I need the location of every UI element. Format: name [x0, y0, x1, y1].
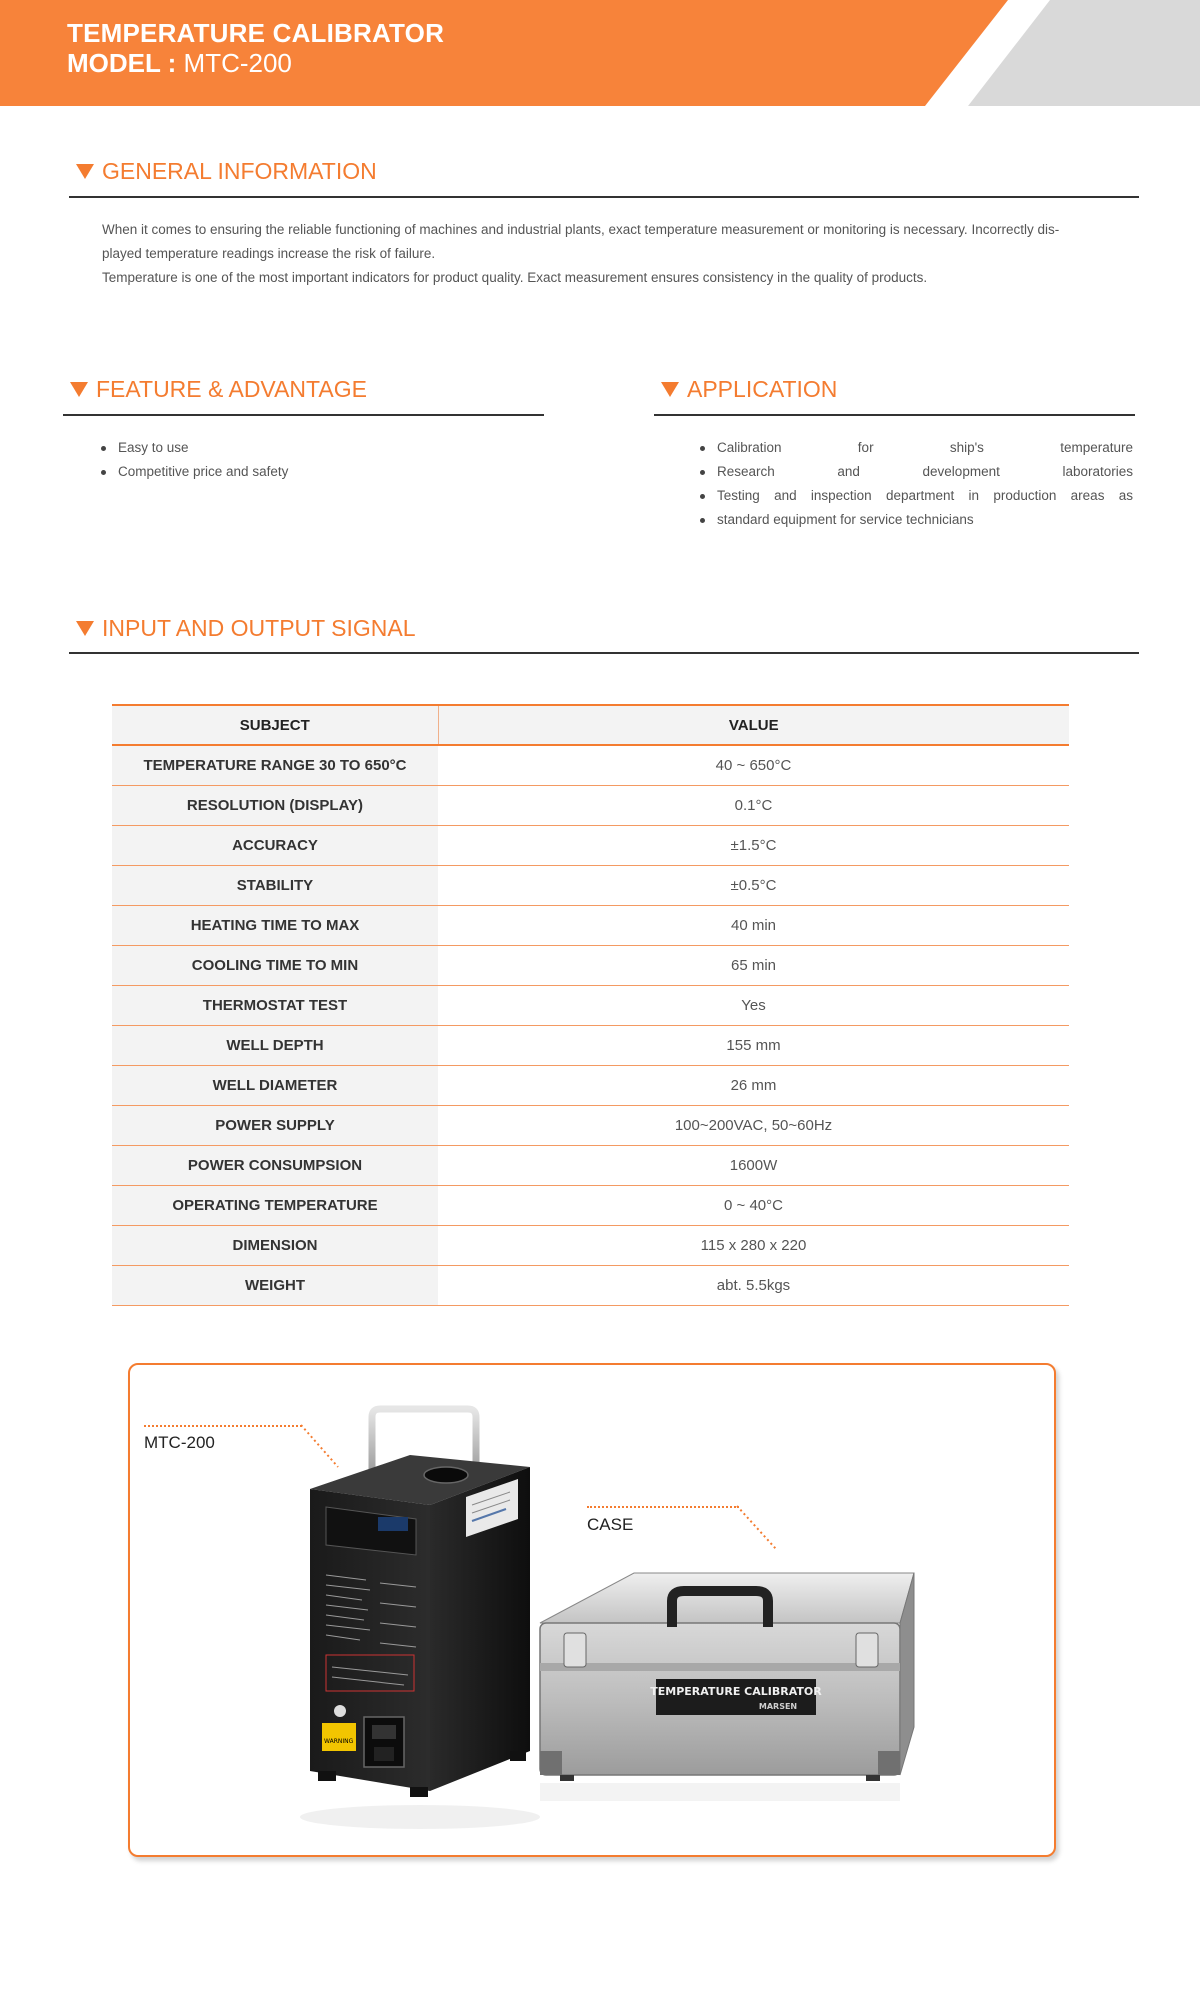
table-row [112, 865, 1069, 905]
triangle-down-icon [76, 164, 94, 179]
feature-list [99, 436, 479, 484]
row-subject: DIMENSION [112, 1225, 438, 1265]
row-value: ±0.5°C [438, 865, 1069, 905]
application-heading-text: APPLICATION [687, 375, 838, 402]
row-subject: TEMPERATURE RANGE 30 TO 650°C [112, 745, 438, 785]
spec-table [112, 704, 1069, 1306]
application-list [698, 436, 1133, 532]
model-value: MTC-200 [183, 48, 292, 78]
table-row [112, 1025, 1069, 1065]
carry-case-image [516, 1545, 1026, 1805]
row-value: 100~200VAC, 50~60Hz [438, 1105, 1069, 1145]
model-line [67, 48, 292, 78]
general-line: Temperature is one of the most important indicators for product quality. Exact measurement ensures consistency in the quality of products. [102, 270, 928, 285]
page-title: TEMPERATURE CALIBRATOR [67, 18, 445, 48]
table-row [112, 825, 1069, 865]
case-label-title: TEMPERATURE CALIBRATOR [650, 1685, 822, 1698]
row-value: 65 min [438, 945, 1069, 985]
triangle-down-icon [70, 382, 88, 397]
list-item: Easy to use [99, 436, 479, 460]
leader-line [587, 1506, 739, 1508]
general-heading-text: GENERAL INFORMATION [102, 157, 377, 184]
row-value: 26 mm [438, 1065, 1069, 1105]
list-item: Competitive price and safety [99, 460, 479, 484]
signal-heading [76, 613, 416, 643]
general-heading [76, 156, 377, 186]
row-subject: THERMOSTAT TEST [112, 985, 438, 1025]
table-row [112, 1225, 1069, 1265]
feature-heading-text: FEATURE & ADVANTAGE [96, 375, 367, 402]
row-subject: RESOLUTION (DISPLAY) [112, 785, 438, 825]
table-row [112, 1265, 1069, 1305]
divider [69, 196, 1139, 198]
column-header-value: VALUE [438, 705, 1069, 745]
general-text [102, 218, 1124, 290]
case-caption: CASE [587, 1515, 634, 1534]
row-value: abt. 5.5kgs [438, 1265, 1069, 1305]
divider [63, 414, 544, 416]
table-row [112, 1185, 1069, 1225]
list-item: standard equipment for service technicians [698, 508, 1133, 532]
row-value: 0 ~ 40°C [438, 1185, 1069, 1225]
row-value: Yes [438, 985, 1069, 1025]
row-subject: COOLING TIME TO MIN [112, 945, 438, 985]
row-subject: ACCURACY [112, 825, 438, 865]
application-heading [661, 374, 837, 404]
table-row [112, 785, 1069, 825]
header-banner [0, 0, 1200, 106]
row-subject: POWER SUPPLY [112, 1105, 438, 1145]
row-subject: WEIGHT [112, 1265, 438, 1305]
row-subject: WELL DEPTH [112, 1025, 438, 1065]
list-item: Calibration for ship's temperature [698, 436, 1133, 460]
table-row [112, 1105, 1069, 1145]
row-value: 155 mm [438, 1025, 1069, 1065]
signal-heading-text: INPUT AND OUTPUT SIGNAL [102, 614, 416, 641]
row-subject: WELL DIAMETER [112, 1065, 438, 1105]
triangle-down-icon [76, 621, 94, 636]
divider [69, 652, 1139, 654]
table-row [112, 985, 1069, 1025]
column-header-subject: SUBJECT [112, 705, 438, 745]
row-subject: OPERATING TEMPERATURE [112, 1185, 438, 1225]
device-caption: MTC-200 [144, 1433, 215, 1452]
table-row [112, 905, 1069, 945]
row-value: 40 ~ 650°C [438, 745, 1069, 785]
list-item: Research and development laboratories [698, 460, 1133, 484]
row-subject: STABILITY [112, 865, 438, 905]
list-item: Testing and inspection department in production areas as [698, 484, 1133, 508]
device-warning-label: WARNING [324, 1738, 354, 1745]
table-row [112, 1065, 1069, 1105]
row-value: 115 x 280 x 220 [438, 1225, 1069, 1265]
table-row [112, 745, 1069, 785]
general-line: When it comes to ensuring the reliable functioning of machines and industrial plants, exact temperature measurement or monitoring is necessary. Incorrectly dis- [102, 222, 1060, 237]
table-row [112, 1145, 1069, 1185]
row-value: 0.1°C [438, 785, 1069, 825]
table-header-row [112, 705, 1069, 745]
table-row [112, 945, 1069, 985]
general-line: played temperature readings increase the risk of failure. [102, 246, 436, 261]
row-subject: HEATING TIME TO MAX [112, 905, 438, 945]
row-value: 1600W [438, 1145, 1069, 1185]
feature-heading [70, 374, 367, 404]
divider [654, 414, 1135, 416]
product-photo-frame [128, 1363, 1056, 1857]
case-label-brand: MARSEN [758, 1702, 798, 1711]
triangle-down-icon [661, 382, 679, 397]
model-label: MODEL : [67, 48, 177, 78]
row-value: ±1.5°C [438, 825, 1069, 865]
row-value: 40 min [438, 905, 1069, 945]
row-subject: POWER CONSUMPSION [112, 1145, 438, 1185]
